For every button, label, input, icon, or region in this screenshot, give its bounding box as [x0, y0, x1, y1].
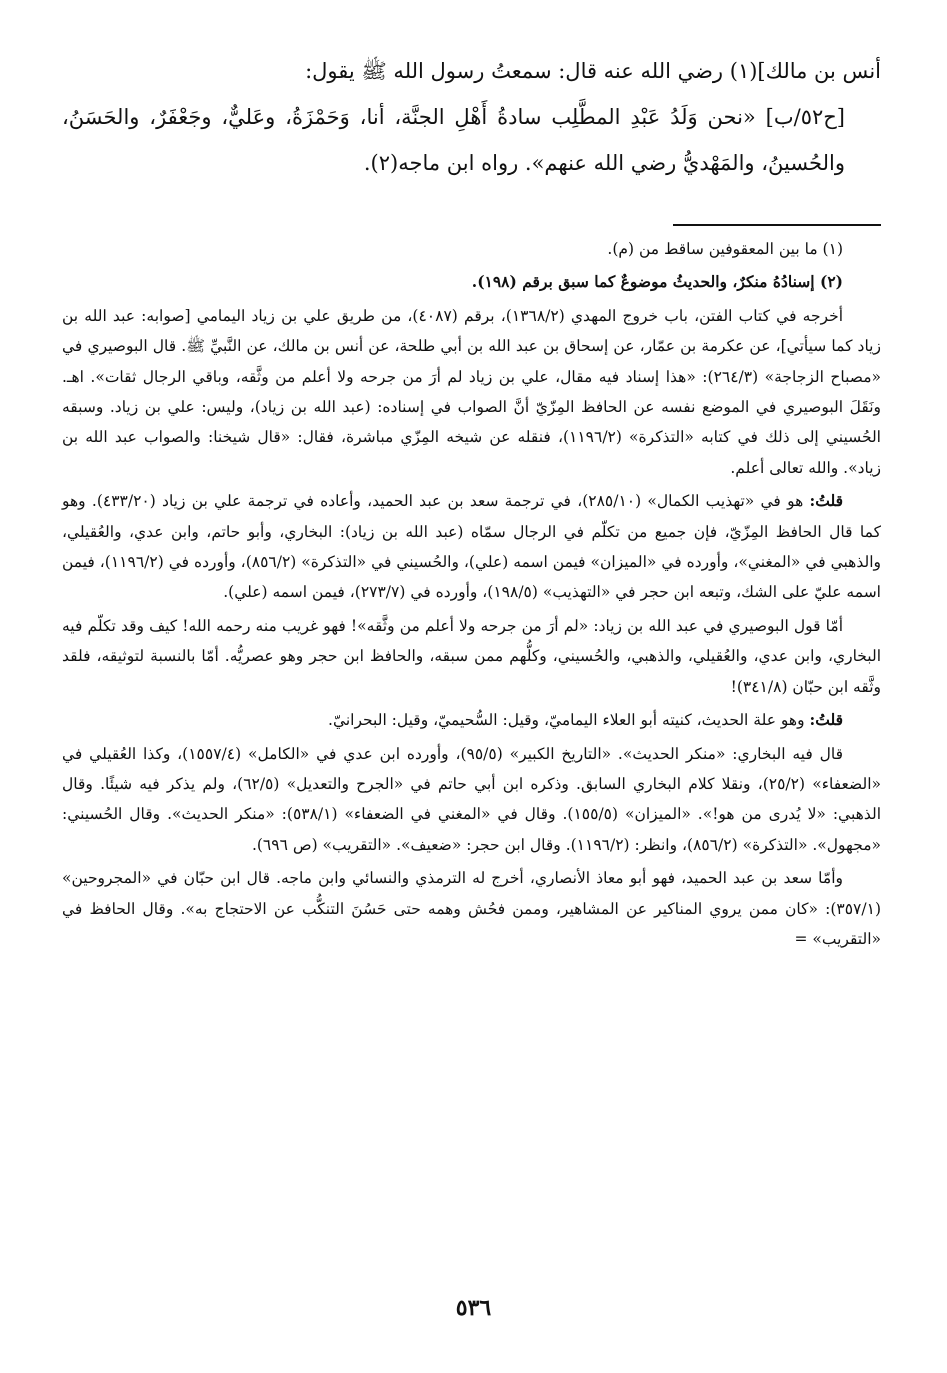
footnote-paragraph	[62, 705, 881, 735]
page-number: ٥٣٦	[455, 1295, 492, 1321]
hadith-line-1: أنس بن مالك](١) رضي الله عنه قال: سمعتُ رسول الله ﷺ يقول:	[305, 59, 881, 83]
footnote-separator	[673, 224, 881, 226]
footnotes-section	[62, 234, 881, 957]
footnote-paragraph: أمّا قول البوصيري في عبد الله بن زياد: «لم أرَ من جرحه ولا أعلم من وثَّقه»! فهو غريب منه رحمه الله! كيف وقد تكلّم فيه البخاري، وابن عدي، والعُقيلي، والذهبي، والحُسيني، وكلُّهم ممن سبقه، والحافظ ابن حجر وهو عصريُّه. أمّا بالنسبة لتوثيقه، فلقد وثَّقه ابن حبّان (٣٤١/٨)!	[62, 616, 881, 696]
qultu-lead: قلتُ:	[809, 491, 843, 511]
hadith-text	[62, 48, 881, 186]
footnote-paragraph: أخرجه في كتاب الفتن، باب خروج المهدي (١٣٦٨/٢)، برقم (٤٠٨٧)، من طريق علي بن زياد اليمامي [صوابه: عبد الله بن زياد كما سيأتي]، عن عكرمة بن عمّار، عن إسحاق بن عبد الله بن أبي طلحة، عن أنس بن مالك، عن النَّبيِّ ﷺ. قال البوصيري في «مصباح الزجاجة» (٢٦٤/٣): «هذا إسناد فيه مقال، علي بن زياد لم أرَ من جرحه ولا أعلم من وثَّقه، وباقي الرجال ثقات». اهـ. ونَقَلَ البوصيري في الموضع نفسه عن الحافظ المِزّيّ أنَّ الصواب في إسناده: (عبد الله بن زياد)، وليس: علي بن زياد. وسبقه الحُسيني إلى ذلك في كتابه «التذكرة» (١١٩٦/٢)، فنقله عن شيخه المِزّي مباشرة، فقال: «قال شيخنا: والصواب عبد الله بن زياد». والله تعالى أعلم.	[62, 306, 882, 477]
footnote-paragraph	[62, 486, 881, 608]
footnote-paragraph: وأمّا سعد بن عبد الحميد، فهو أبو معاذ الأنصاري، أخرج له الترمذي والنسائي وابن ماجه. قال ابن حبّان في «المجروحين» (٣٥٧/١): «كان ممن يروي المناكير عن المشاهير، وممن فحُش وهمه حتى حَسُنَ التنكُّب عن الاحتجاج به». وقال الحافظ في «التقريب» =	[62, 869, 881, 948]
paragraph-text: وهو علة الحديث، كنيته أبو العلاء اليماميّ، وقيل: السُّحيميّ، وقيل: البحرانيّ.	[328, 711, 805, 730]
footnote-paragraph: قال فيه البخاري: «منكر الحديث». «التاريخ الكبير» (٩٥/٥)، وأورده ابن عدي في «الكامل» (١٥٥٧/٤)، وكذا العُقيلي في «الضعفاء» (٢٥/٢)، ونقلا كلام البخاري السابق. وذكره ابن أبي حاتم في «الجرح والتعديل» (٦٢/٥)، ولم يذكر فيه شيئًا. وقال الذهبي: «لا يُدرى من هو!». «الميزان» (١٥٥/٥). وقال في «المغني في الضعفاء» (٥٣٨/١): «منكر الحديث». وقال الحُسيني: «مجهول». «التذكرة» (٨٥٦/٢)، وانظر: (١١٩٦/٢). وقال ابن حجر: «ضعيف». «التقريب» (ص ٦٩٦).	[62, 744, 881, 854]
qultu-lead: قلتُ:	[809, 710, 843, 730]
footnote-1: (١) ما بين المعقوفين ساقط من (م).	[607, 240, 843, 258]
paragraph-text: هو في «تهذيب الكمال» (٢٨٥/١٠)، في ترجمة سعد بن عبد الحميد، وأعاده في ترجمة علي بن زياد (٤٣٣/٢٠). وهو كما قال الحافظ المِزّيّ، فإن جميع من تكلّم في الرجال سمّاه (عبد الله بن زياد): البخاري، وأبو حاتم، وابن عدي، والعُقيلي، والذهبي في «المغني»، وأورده في «الميزان» فيمن اسمه (علي)، والحُسيني في «التذكرة» (٨٥٦/٢)، وأورده في (١١٩٦/٢)، فيمن اسمه عليّ على الشك، وتبعه ابن حجر في «التهذيب» (١٩٨/٥)، وأورده في (٢٧٣/٧)، فيمن اسمه (علي).	[62, 492, 882, 602]
hadith-line-2: [ح٥٢/ب] «نحن وَلَدُ عَبْدِ المطَّلِب سادةُ أَهْلِ الجنَّة، أنا، وَحَمْزَةُ، وعَليٌّ، وجَعْفَرٌ، والحَسَنُ، والحُسينُ، والمَهْديُّ رضي الله عنهم». رواه ابن ماجه(٢).	[62, 105, 845, 175]
footnote-2: (٢) إسنادُهُ منكرٌ، والحديثُ موضوعٌ كما سبق برقم (١٩٨).	[471, 272, 843, 292]
